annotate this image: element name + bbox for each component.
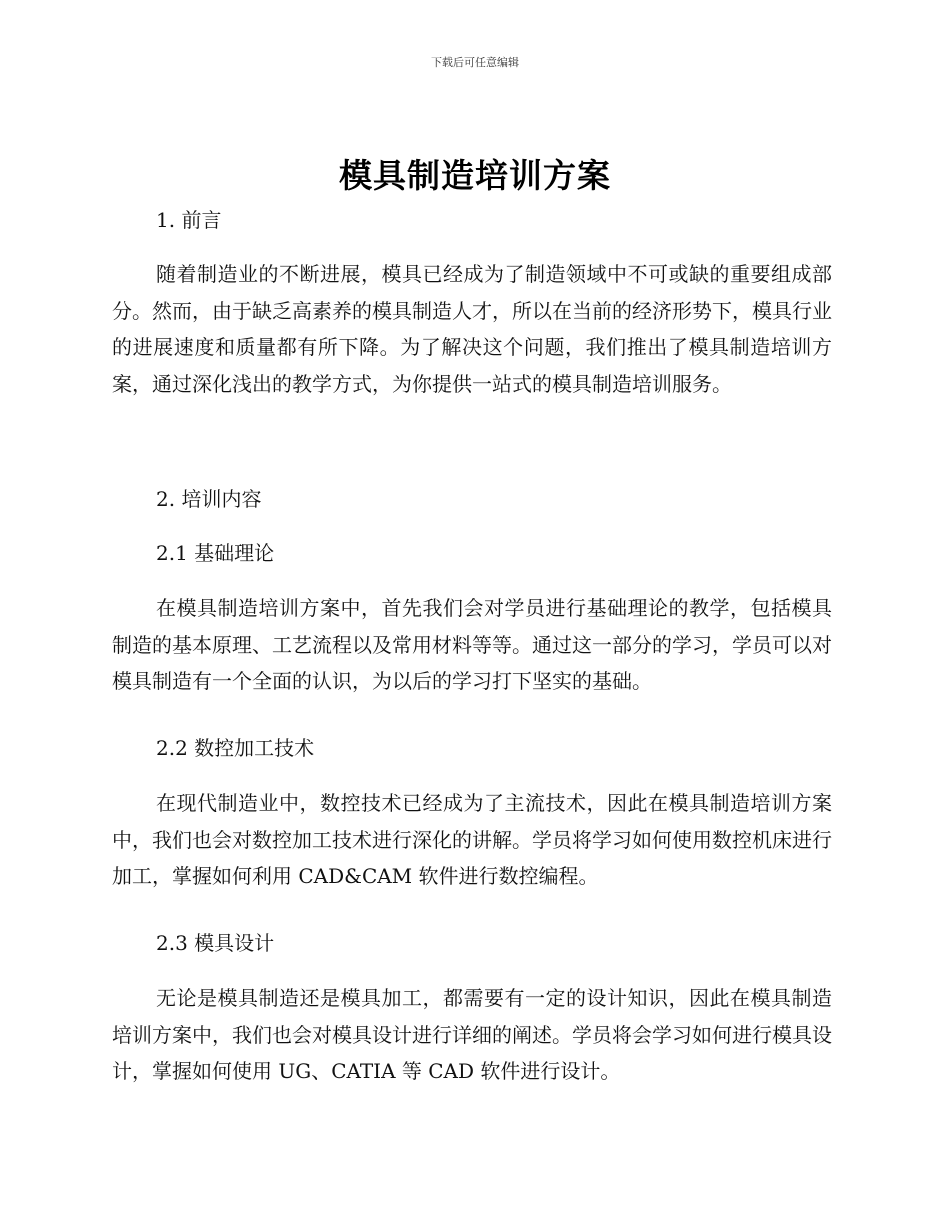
mold-design-paragraph: 无论是模具制造还是模具加工，都需要有一定的设计知识，因此在模具制造培训方案中，我们也会对模具设计进行详细的阐述。学员将会学习如何进行模具设计，掌握如何使用 UG、CATIA 等 CAD 软件进行设计。 — [112, 986, 832, 1083]
header-note: 下载后可任意编辑 — [431, 56, 519, 69]
section-heading-cnc-technology: 2.2 数控加工技术 — [156, 736, 315, 760]
preface-paragraph: 随着制造业的不断进展，模具已经成为了制造领域中不可或缺的重要组成部分。然而，由于缺乏高素养的模具制造人才，所以在当前的经济形势下，模具行业的进展速度和质量都有所下降。为了解决这个问题，我们推出了模具制造培训方案，通过深化浅出的教学方式，为你提供一站式的模具制造培训服务。 — [112, 262, 832, 396]
section-heading-training-content: 2. 培训内容 — [156, 487, 262, 511]
section-heading-mold-design: 2.3 模具设计 — [156, 931, 275, 955]
section-heading-basic-theory: 2.1 基础理论 — [156, 541, 275, 565]
section-heading-preface: 1. 前言 — [156, 208, 222, 232]
basic-theory-paragraph: 在模具制造培训方案中，首先我们会对学员进行基础理论的教学，包括模具制造的基本原理、工艺流程以及常用材料等等。通过这一部分的学习，学员可以对模具制造有一个全面的认识，为以后的学习打下坚实的基础。 — [112, 596, 832, 693]
cnc-technology-paragraph: 在现代制造业中，数控技术已经成为了主流技术，因此在模具制造培训方案中，我们也会对数控加工技术进行深化的讲解。学员将学习如何使用数控机床进行加工，掌握如何利用 CAD&CAM 软件进行数控编程。 — [112, 791, 832, 888]
document-title: 模具制造培训方案 — [339, 156, 611, 195]
